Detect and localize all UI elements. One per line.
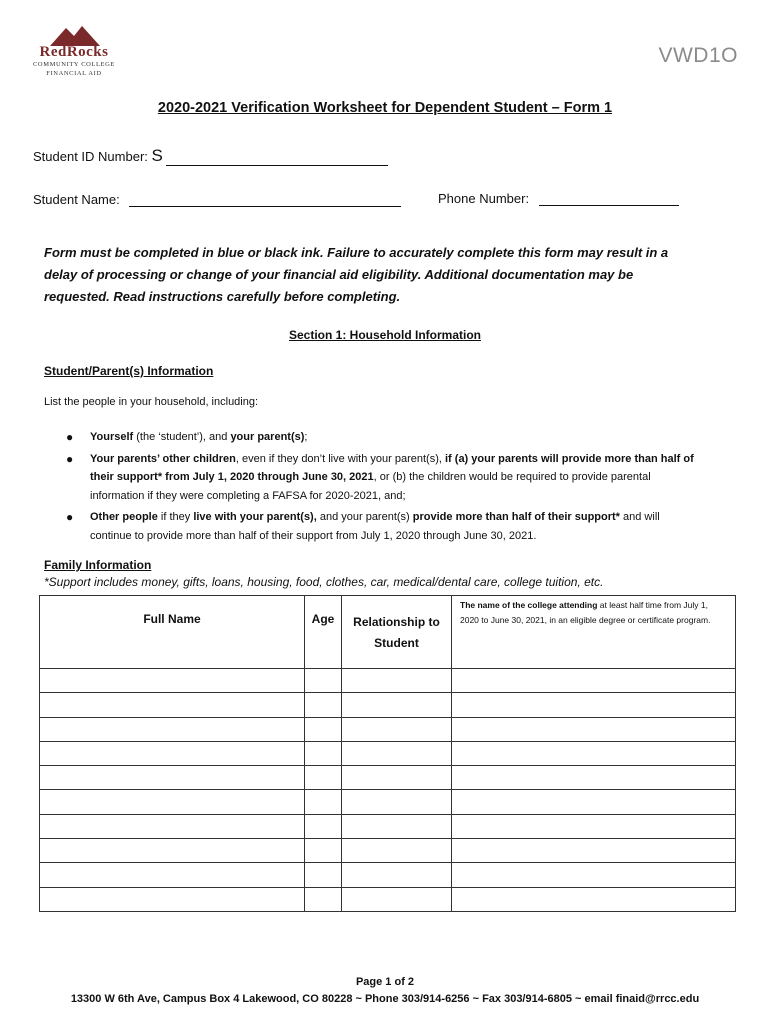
mountain-logo-icon [50, 24, 100, 46]
list-item [64, 428, 704, 447]
college-cell[interactable] [452, 717, 736, 741]
col-college [452, 596, 736, 669]
form-code: VWD1O [658, 44, 738, 67]
bullet-icon: ● [66, 510, 74, 524]
relationship-cell[interactable] [342, 839, 452, 863]
bullet-bold-text: if (a) your parents will provide more than half of their support* from July 1, 2020 through June 30, 2021 [90, 452, 694, 483]
col-full-name: Full Name [40, 596, 305, 669]
table-row [40, 839, 736, 863]
relationship-cell[interactable] [342, 863, 452, 887]
age-cell[interactable] [305, 717, 342, 741]
col-age: Age [305, 596, 342, 669]
relationship-cell[interactable] [342, 693, 452, 717]
college-cell[interactable] [452, 669, 736, 693]
table-row [40, 814, 736, 838]
table-row [40, 717, 736, 741]
student-name-label: Student Name: [33, 192, 120, 207]
student-name-row [33, 192, 401, 207]
table-header-row [40, 596, 736, 669]
bullet-bold-text: Your parents’ other children [90, 452, 236, 465]
col-college-text: at least half time from July 1, 2020 to June 30, 2021, in an eligible degree or certificate program. [460, 600, 711, 625]
name-cell[interactable] [40, 839, 305, 863]
name-cell[interactable] [40, 741, 305, 765]
form-title: 2020-2021 Verification Worksheet for Dependent Student – Form 1 [157, 100, 613, 116]
college-cell[interactable] [452, 839, 736, 863]
bullet-text: and will continue to provide more than half of their support from July 1, 2020 through June 30, 2021. [90, 511, 660, 542]
age-cell[interactable] [305, 693, 342, 717]
college-cell[interactable] [452, 863, 736, 887]
bullet-bold-text: provide more than half of their support* [412, 511, 620, 523]
list-item [64, 508, 704, 545]
table-row [40, 693, 736, 717]
bullet-text: , or (b) the children would be required to provide parental information if they were completing a FAFSA for 2020-2021, and; [90, 471, 651, 502]
logo-name: RedRocks [39, 44, 109, 60]
logo-subtitle-aid: FINANCIAL AID [46, 70, 102, 77]
age-cell[interactable] [305, 669, 342, 693]
section-heading: Section 1: Household Information [288, 328, 481, 342]
logo-subtitle-college: COMMUNITY COLLEGE [33, 61, 115, 68]
name-cell[interactable] [40, 669, 305, 693]
age-cell[interactable] [305, 863, 342, 887]
name-cell[interactable] [40, 766, 305, 790]
table-row [40, 887, 736, 911]
college-logo [28, 24, 120, 80]
household-bullets [64, 428, 704, 548]
relationship-cell[interactable] [342, 790, 452, 814]
age-cell[interactable] [305, 814, 342, 838]
relationship-cell[interactable] [342, 741, 452, 765]
relationship-cell[interactable] [342, 887, 452, 911]
col-relationship: Relationship to Student [342, 596, 452, 669]
name-cell[interactable] [40, 887, 305, 911]
family-heading: Family Information [44, 558, 152, 572]
col-college-bold: The name of the college attending [460, 600, 598, 610]
phone-label: Phone Number: [438, 191, 530, 206]
bullet-bold-text: live with your parent(s), [193, 511, 317, 523]
phone-row [438, 191, 679, 206]
page-number: Page 1 of 2 [355, 976, 415, 988]
list-item [64, 450, 704, 506]
age-cell[interactable] [305, 741, 342, 765]
bullet-text: and your parent(s) [316, 511, 413, 523]
bullet-icon: ● [66, 451, 74, 466]
age-cell[interactable] [305, 790, 342, 814]
name-cell[interactable] [40, 717, 305, 741]
name-cell[interactable] [40, 863, 305, 887]
college-cell[interactable] [452, 741, 736, 765]
relationship-cell[interactable] [342, 669, 452, 693]
relationship-cell[interactable] [342, 814, 452, 838]
table-row [40, 741, 736, 765]
student-id-row [33, 146, 388, 166]
relationship-cell[interactable] [342, 766, 452, 790]
bullet-text: (the ‘student’), and [133, 431, 231, 443]
age-cell[interactable] [305, 766, 342, 790]
college-cell[interactable] [452, 693, 736, 717]
college-cell[interactable] [452, 790, 736, 814]
bullet-icon: ● [66, 430, 74, 444]
relationship-cell[interactable] [342, 717, 452, 741]
name-cell[interactable] [40, 790, 305, 814]
instructions: Form must be completed in blue or black ink. Failure to accurately complete this form may result in a delay of processing or change of your financial aid eligibility. Additional documentation may be requested. Read instructions carefully before completing. [44, 245, 669, 304]
age-cell[interactable] [305, 887, 342, 911]
bullet-bold-text: Yourself [90, 431, 134, 443]
bullet-text: if they [157, 511, 194, 523]
student-id-field[interactable] [166, 151, 388, 166]
college-cell[interactable] [452, 887, 736, 911]
name-cell[interactable] [40, 814, 305, 838]
bullet-bold-text: your parent(s) [230, 431, 305, 443]
table-row [40, 863, 736, 887]
table-row [40, 790, 736, 814]
name-cell[interactable] [40, 693, 305, 717]
table-row [40, 669, 736, 693]
college-cell[interactable] [452, 814, 736, 838]
student-id-label: Student ID Number: [33, 149, 148, 164]
student-id-prefix: S [151, 146, 163, 165]
student-parent-heading: Student/Parent(s) Information [44, 364, 214, 378]
student-name-field[interactable] [129, 192, 401, 207]
family-table [39, 595, 736, 912]
list-intro: List the people in your household, including: [44, 396, 259, 408]
table-row [40, 766, 736, 790]
support-note: *Support includes money, gifts, loans, housing, food, clothes, car, medical/dental care, college tuition, etc. [44, 575, 604, 589]
bullet-bold-text: Other people [90, 511, 158, 523]
bullet-text: ; [304, 431, 308, 443]
footer-address: 13300 W 6th Ave, Campus Box 4 Lakewood, CO 80228 ~ Phone 303/914-6256 ~ Fax 303/914-6805 ~ email finaid@rrcc.edu [70, 993, 700, 1005]
bullet-text: , even if they don’t live with your parent(s), [235, 452, 445, 465]
age-cell[interactable] [305, 839, 342, 863]
college-cell[interactable] [452, 766, 736, 790]
phone-field[interactable] [539, 191, 679, 206]
